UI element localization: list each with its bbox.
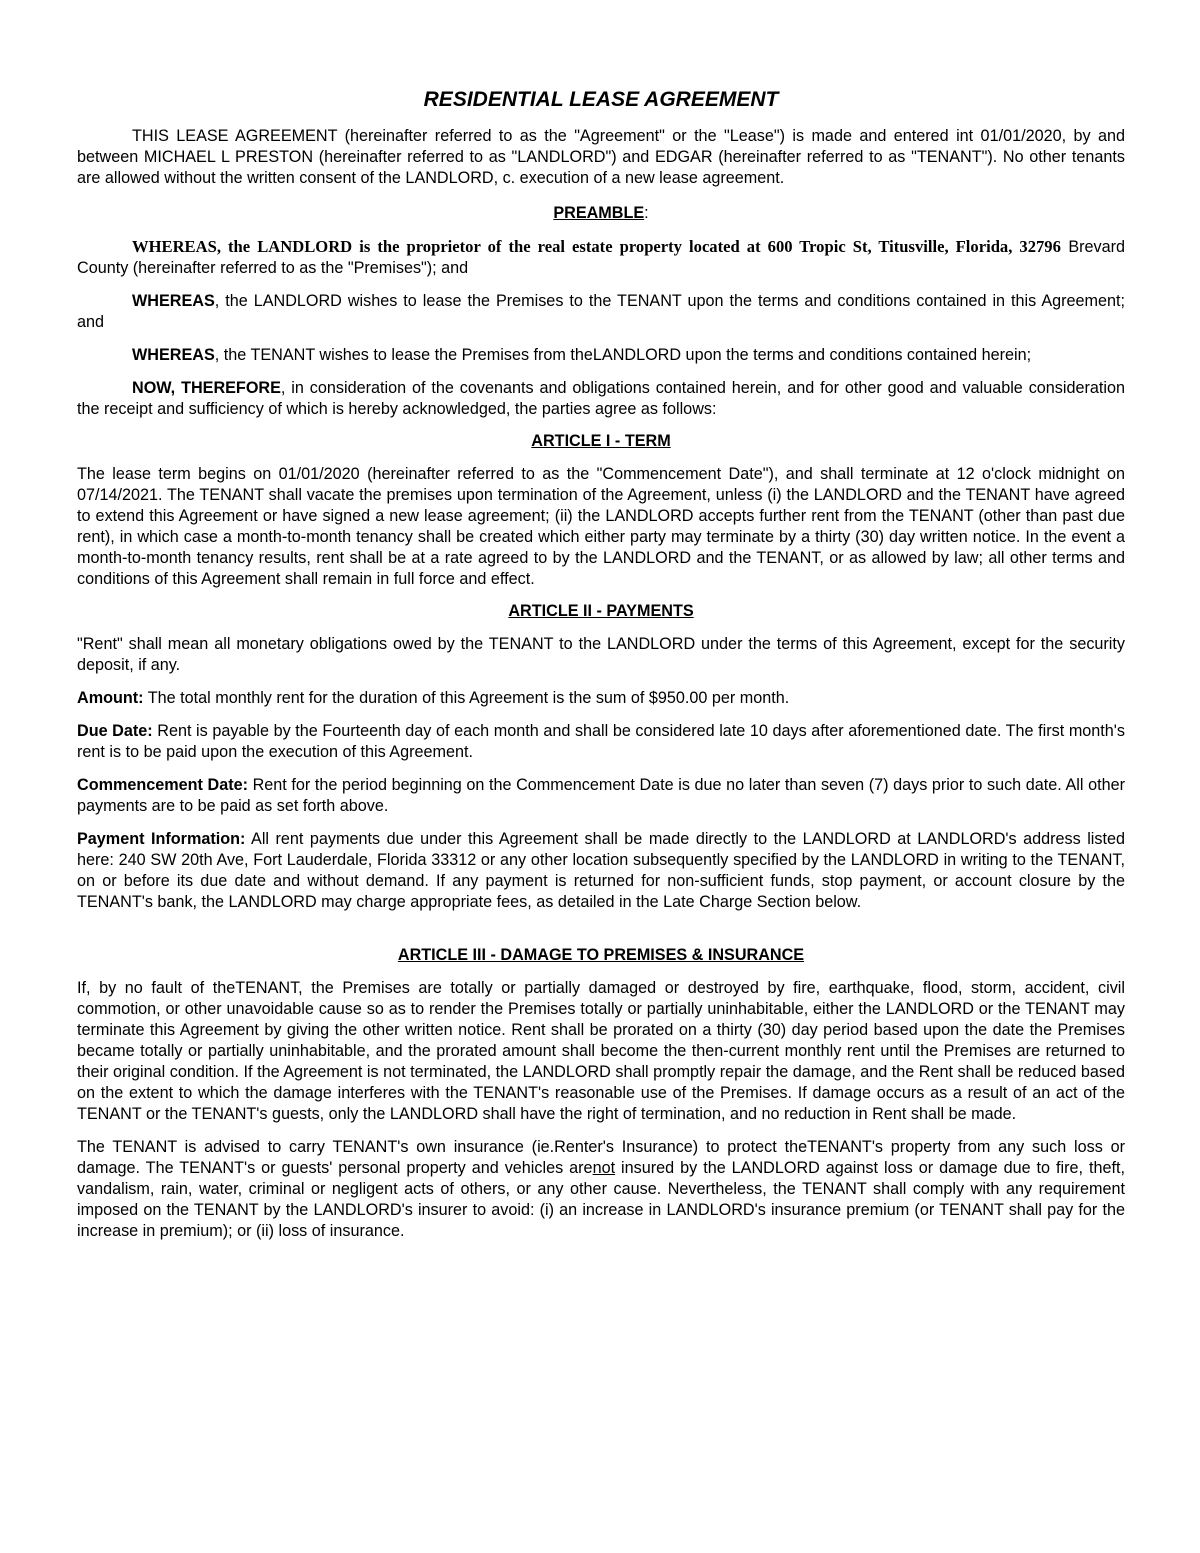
due-date-paragraph — [77, 721, 1125, 763]
intro-paragraph: THIS LEASE AGREEMENT (hereinafter referred to as the "Agreement" or the "Lease") is made and entered int 01/01/2020, by and between MICHAEL L PRESTON (hereinafter referred to as "LANDLORD") and EDGAR (hereinafter referred to as "TENANT"). No other tenants are allowed without the written consent of the LANDLORD, c. execution of a new lease agreement. — [77, 127, 1125, 187]
whereas-1-bold: WHEREAS, the LANDLORD is the proprietor of the real estate property located at 600 Tropic St, Titusville, Florida, 32796 — [132, 237, 1061, 256]
rent-definition-paragraph: "Rent" shall mean all monetary obligations owed by the TENANT to the LANDLORD under the terms of this Agreement, except for the security deposit, if any. — [77, 635, 1125, 674]
insurance-not-emphasis: not — [592, 1159, 616, 1177]
article-3-heading: ARTICLE III - DAMAGE TO PREMISES & INSURANCE — [397, 946, 805, 964]
now-therefore-paragraph — [77, 378, 1125, 420]
whereas-3-rest: , the TENANT wishes to lease the Premises from theLANDLORD upon the terms and conditions contained herein; — [214, 346, 1032, 364]
whereas-2-lead: WHEREAS — [132, 292, 215, 310]
now-therefore-rest: , in consideration of the covenants and obligations contained herein, and for other good and valuable consideration the receipt and sufficiency of which is hereby acknowledged, the parties agree as follows: — [77, 379, 1125, 418]
now-therefore-lead: NOW, THEREFORE — [132, 379, 281, 397]
preamble-heading-text: PREAMBLE — [553, 204, 645, 222]
commencement-label: Commencement Date: — [77, 776, 249, 794]
preamble-heading-suffix: : — [644, 204, 649, 222]
damage-paragraph: If, by no fault of theTENANT, the Premises are totally or partially damaged or destroyed by fire, earthquake, flood, storm, accident, civil commotion, or other unavoidable cause so as to render the Premises totally or partially uninhabitable, either the LANDLORD or the TENANT may terminate this Agreement by giving the other written notice. Rent shall be prorated on a thirty (30) day period based upon the date the Premises became totally or partially uninhabitable, and the prorated amount shall become the then-current monthly rent until the Premises are returned to their original condition. If the Agreement is not terminated, the LANDLORD shall promptly repair the damage, and the Rent shall be reduced based on the extent to which the damage interferes with the TENANT's reasonable use of the Premises. If damage occurs as a result of an act of the TENANT or the TENANT's guests, only the LANDLORD shall have the right of termination, and no reduction in Rent shall be made. — [77, 979, 1125, 1123]
insurance-text-b: insured by the LANDLORD against loss or damage due to fire, theft, vandalism, rain, water, criminal or negligent acts of others, or any other cause. Nevertheless, the TENANT shall comply with any requirement imposed on the TENANT by the LANDLORD's insurer to avoid: (i) an increase in LANDLORD's insurance premium (or TENANT shall pay for the increase in premium); or (ii) loss of insurance. — [77, 1159, 1125, 1240]
commencement-text: Rent for the period beginning on the Commencement Date is due no later than seven (7) days prior to such date. All other payments are to be paid as set forth above. — [77, 776, 1125, 815]
whereas-3-paragraph — [77, 345, 1125, 366]
whereas-1-paragraph — [77, 236, 1125, 279]
due-date-label: Due Date: — [77, 722, 153, 740]
lease-document-page — [77, 88, 1125, 1242]
article-1-term-paragraph: The lease term begins on 01/01/2020 (hereinafter referred to as the "Commencement Date"), and shall terminate at 12 o'clock midnight on 07/14/2021. The TENANT shall vacate the premises upon termination of the Agreement, unless (i) the LANDLORD and the TENANT have agreed to extend this Agreement or have signed a new lease agreement; (ii) the LANDLORD accepts further rent from the TENANT (other than past due rent), in which case a month-to-month tenancy shall be created which either party may terminate by a thirty (30) day written notice. In the event a month-to-month tenancy results, rent shall be at a rate agreed to by the LANDLORD and the TENANT, or as allowed by law; all other terms and conditions of this Agreement shall remain in full force and effect. — [77, 465, 1125, 588]
whereas-2-rest: , the LANDLORD wishes to lease the Premises to the TENANT upon the terms and conditions contained in this Agreement; and — [77, 292, 1125, 331]
payment-info-label: Payment Information: — [77, 830, 246, 848]
insurance-text-a: The TENANT is advised to carry TENANT's own insurance (ie.Renter's Insurance) to protect theTENANT's property from any such loss or damage. The TENANT's or guests' personal property and vehicles are — [77, 1138, 1125, 1177]
whereas-1-rest: Brevard County (hereinafter referred to as the "Premises"); and — [77, 238, 1125, 277]
commencement-paragraph — [77, 775, 1125, 817]
article-1-heading: ARTICLE I - TERM — [531, 432, 671, 450]
amount-paragraph — [77, 688, 1125, 709]
amount-label: Amount: — [77, 689, 144, 707]
payment-info-paragraph — [77, 829, 1125, 913]
payment-info-text: All rent payments due under this Agreement shall be made directly to the LANDLORD at LANDLORD's address listed here: 240 SW 20th Ave, Fort Lauderdale, Florida 33312 or any other location subsequently specified by the LANDLORD in writing to the TENANT, on or before its due date and without demand. If any payment is returned for non-sufficient funds, stop payment, or account closure by the TENANT's bank, the LANDLORD may charge appropriate fees, as detailed in the Late Charge Section below. — [77, 830, 1126, 911]
document-title: RESIDENTIAL LEASE AGREEMENT — [423, 88, 779, 111]
whereas-3-lead: WHEREAS — [132, 346, 215, 364]
article-2-heading: ARTICLE II - PAYMENTS — [508, 602, 694, 620]
amount-text: The total monthly rent for the duration of this Agreement is the sum of $950.00 per month. — [143, 689, 790, 707]
preamble-heading — [77, 203, 1125, 224]
insurance-paragraph — [77, 1137, 1125, 1242]
whereas-2-paragraph — [77, 291, 1125, 333]
due-date-text: Rent is payable by the Fourteenth day of each month and shall be considered late 10 days after aforementioned date. The first month's rent is to be paid upon the execution of this Agreement. — [77, 722, 1125, 761]
